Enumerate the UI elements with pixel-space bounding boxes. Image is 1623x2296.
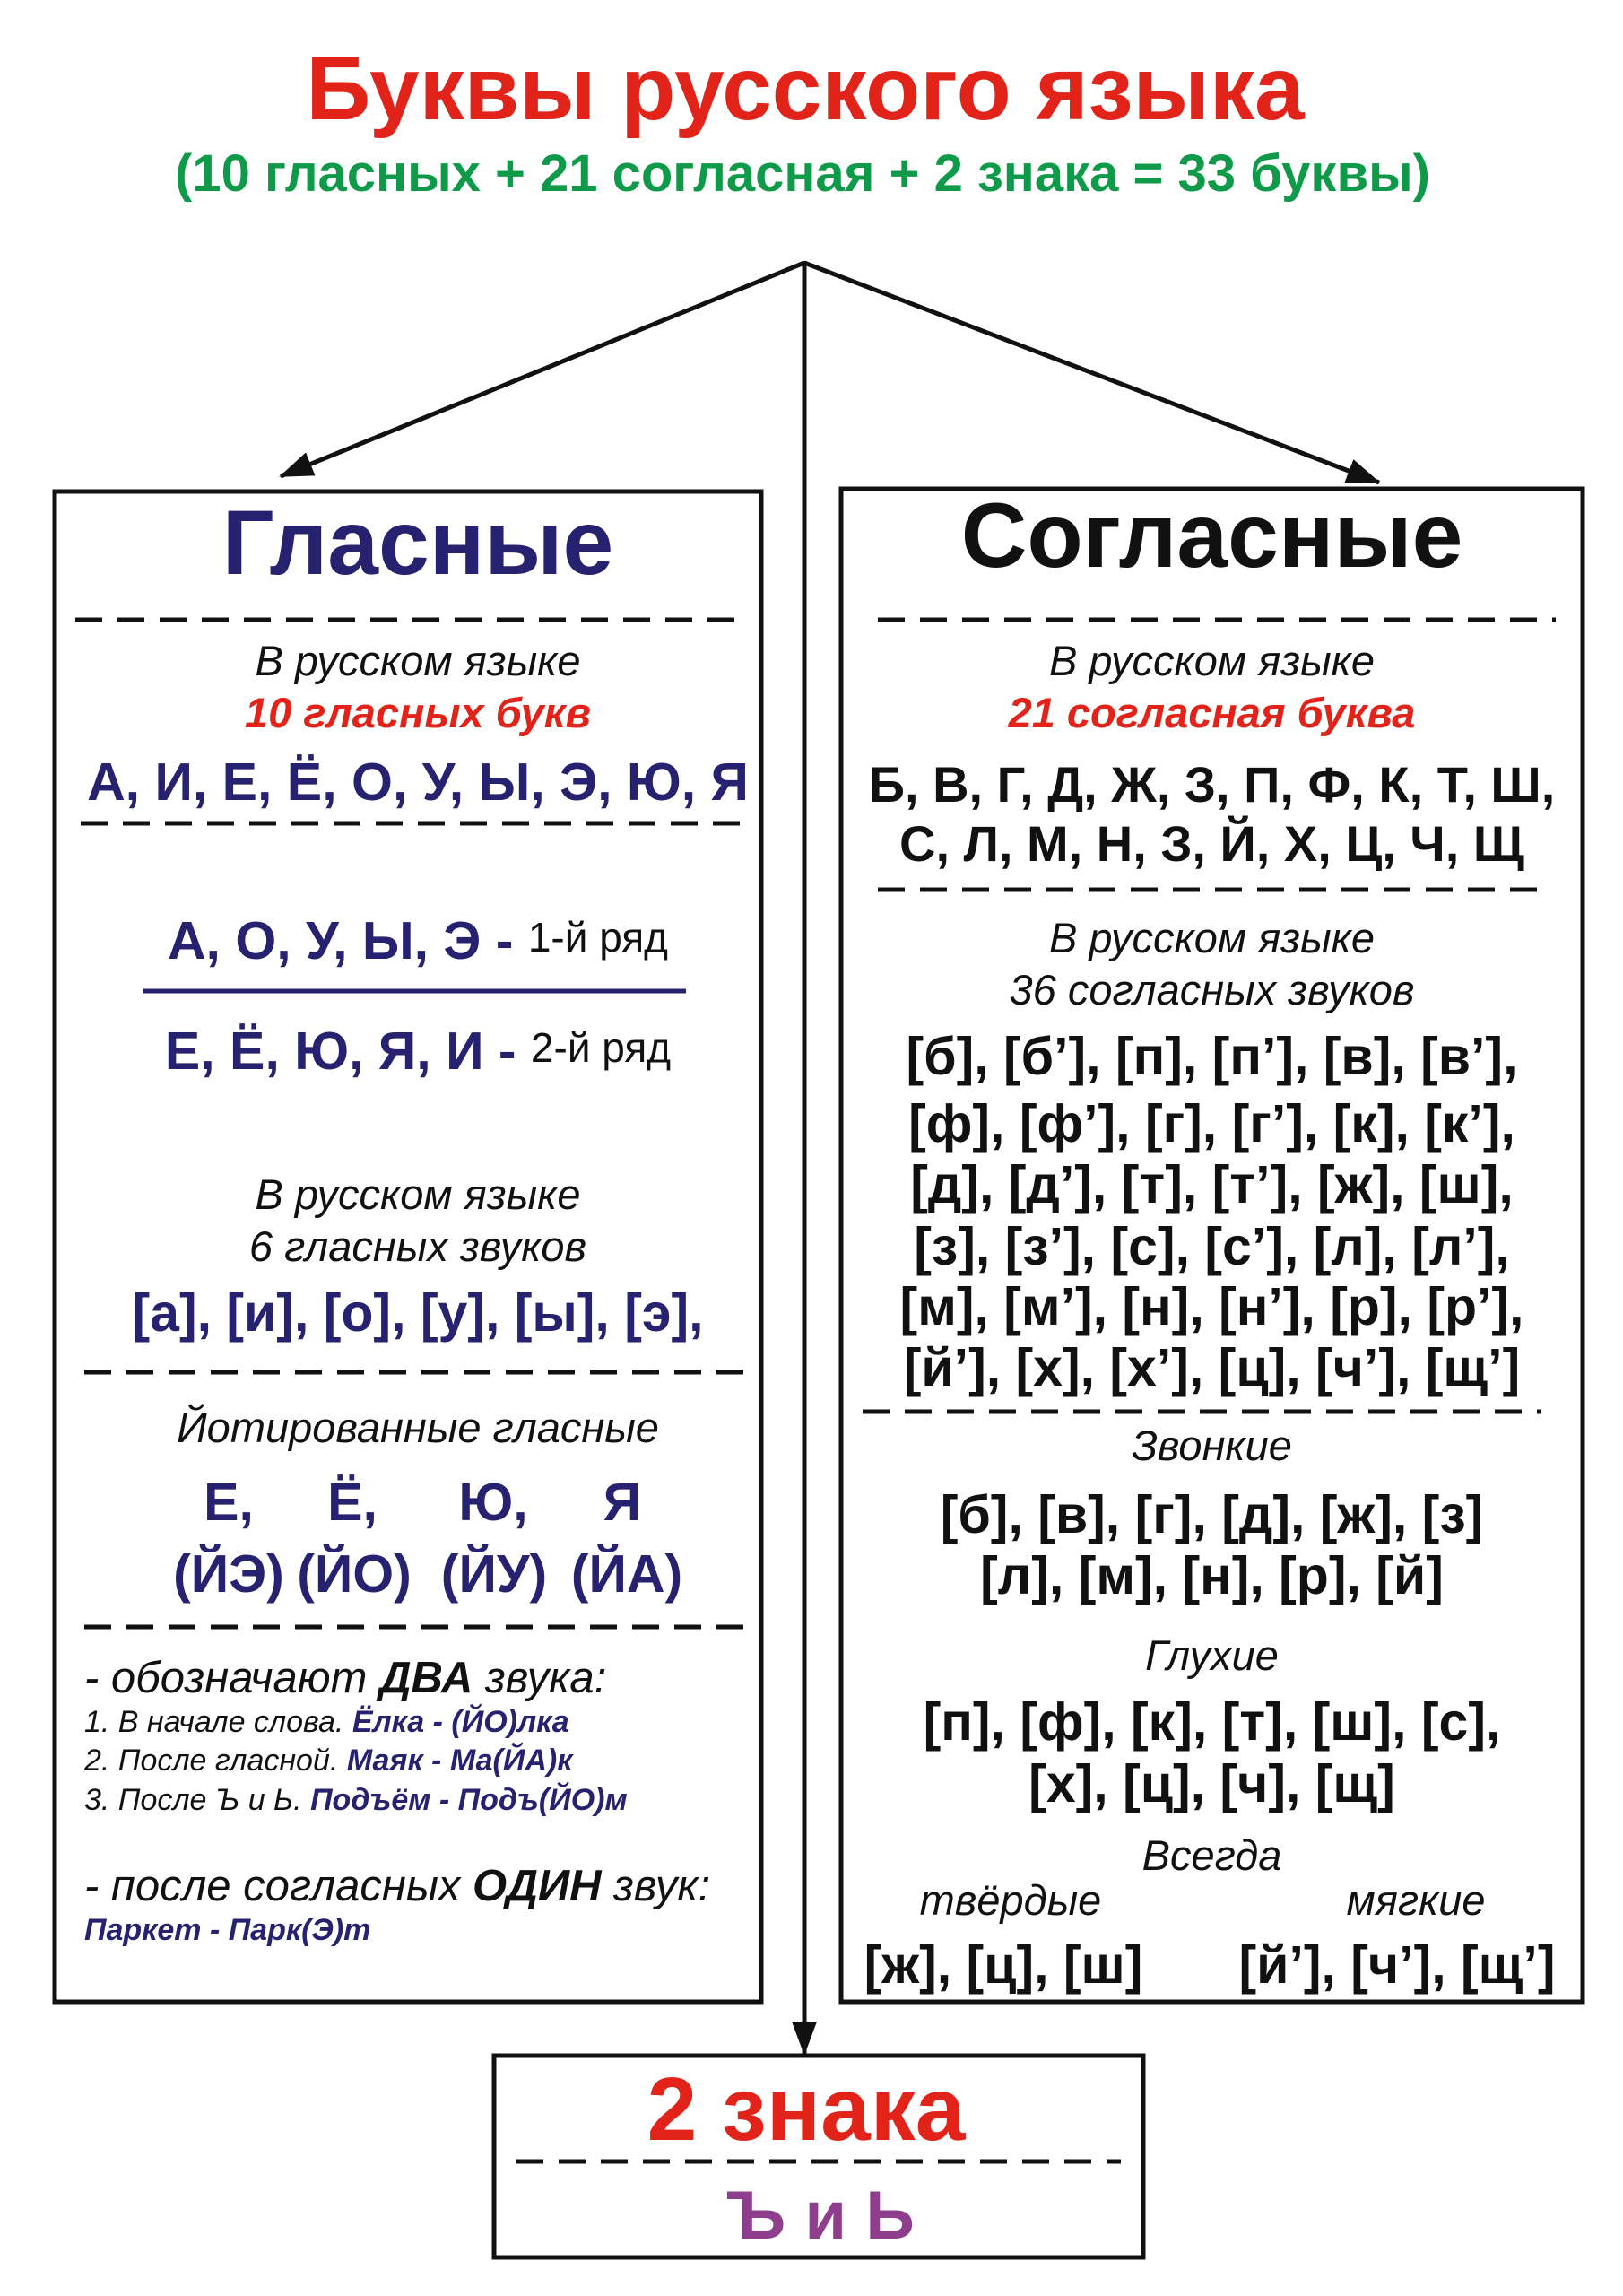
consonants-letters-intro: В русском языке (1049, 637, 1375, 684)
one-sound-emphasis: ОДИН (473, 1862, 602, 1910)
arrow-to-vowels (281, 263, 804, 476)
consonant-sounds-row: [ф], [ф’], [г], [г’], [к], [к’], (908, 1094, 1515, 1153)
vowels-sounds-intro: В русском языке (255, 1170, 581, 1218)
case-text: 2. После гласной. (84, 1744, 339, 1778)
voiced-heading: Звонкие (1132, 1422, 1292, 1469)
voiceless-row: [п], [ф], [к], [т], [ш], [с], (923, 1692, 1501, 1752)
page-subtitle: (10 гласных + 21 согласная + 2 знака = 33 буквы) (175, 144, 1430, 203)
soft-label: мягкие (1346, 1876, 1486, 1924)
two-sounds-rule (84, 1651, 606, 1705)
consonants-heading: Согласные (960, 484, 1463, 587)
iotated-heading: Йотированные гласные (177, 1404, 659, 1451)
consonants-sounds-count: 36 согласных звуков (1009, 966, 1415, 1013)
vowels-heading: Гласные (221, 491, 614, 594)
soft-sounds: [й’], [ч’], [щ’] (1238, 1935, 1556, 1995)
vowel-row-1-label: 1-й ряд (527, 914, 669, 961)
case-example: Маяк - Ма(ЙА)к (346, 1744, 573, 1778)
one-sound-rule (84, 1859, 710, 1913)
always-heading: Всегда (1141, 1831, 1282, 1879)
vowel-row-2 (59, 1016, 777, 1083)
case-text: 1. В начале слова. (84, 1705, 344, 1739)
signs-letters: Ъ и Ь (726, 2178, 915, 2254)
two-sounds-prefix: - обозначают (84, 1654, 368, 1702)
one-sound-suffix: звук: (613, 1862, 711, 1910)
iotated-letter-yo: Ё, (327, 1473, 378, 1532)
case-text: 3. После Ъ и Ь. (84, 1783, 302, 1817)
one-sound-prefix: - после согласных (84, 1862, 461, 1910)
vowels-sounds-count: 6 гласных звуков (248, 1222, 587, 1270)
case-example: Подъём - Подъ(ЙО)м (310, 1783, 628, 1817)
iotated-letter-yu: Ю, (458, 1473, 528, 1532)
consonant-sounds-row: [м], [м’], [н], [н’], [р], [р’], (899, 1277, 1524, 1336)
voiced-row: [л], [м], [н], [р], [й] (980, 1546, 1444, 1605)
iotated-sound-yo: (ЙО) (297, 1544, 412, 1604)
vowels-letters-intro: В русском языке (255, 637, 581, 684)
vowel-row-1 (59, 906, 777, 973)
voiceless-row: [х], [ц], [ч], [щ] (1028, 1754, 1395, 1813)
hard-label: твёрдые (919, 1876, 1102, 1924)
consonants-sounds-intro: В русском языке (1049, 914, 1375, 961)
case-example: Ёлка - (ЙО)лка (352, 1705, 569, 1739)
consonant-sounds-row: [й’], [х], [х’], [ц], [ч’], [щ’] (903, 1338, 1521, 1397)
iotated-sound-yu: (ЙУ) (440, 1544, 548, 1604)
consonant-letters-line-2: С, Л, М, Н, З, Й, Х, Ц, Ч, Щ (899, 815, 1524, 872)
vowel-row-2-label: 2-й ряд (530, 1024, 672, 1071)
consonant-sounds-row: [б], [б’], [п], [п’], [в], [в’], (906, 1027, 1518, 1086)
consonant-sounds-row: [з], [з’], [с], [с’], [л], [л’], (914, 1217, 1510, 1276)
iotated-letter-ya: Я (603, 1473, 642, 1532)
arrow-to-consonants (804, 263, 1379, 483)
case-item (84, 1743, 572, 1779)
vowels-letters-count: 10 гласных букв (245, 689, 591, 736)
iotated-sound-ya: (ЙА) (570, 1544, 683, 1604)
voiced-row: [б], [в], [г], [д], [ж], [з] (940, 1485, 1484, 1544)
signs-heading: 2 знака (647, 2059, 966, 2160)
vowel-letters-list: А, И, Е, Ё, О, У, Ы, Э, Ю, Я (87, 752, 749, 812)
two-sounds-suffix: звука: (484, 1654, 607, 1702)
vowel-sounds-list: [а], [и], [о], [у], [ы], [э], (132, 1283, 704, 1343)
voiceless-heading: Глухие (1145, 1631, 1279, 1679)
vowel-row-2-letters: Е, Ё, Ю, Я, И - (164, 1022, 516, 1081)
case-item (84, 1704, 569, 1741)
hard-sounds: [ж], [ц], [ш] (864, 1935, 1143, 1995)
consonant-sounds-row: [д], [д’], [т], [т’], [ж], [ш], (910, 1155, 1514, 1214)
iotated-letter-ye: Е, (204, 1473, 254, 1532)
two-sounds-emphasis: ДВА (379, 1654, 473, 1702)
vowel-row-1-letters: А, О, У, Ы, Э - (167, 911, 514, 970)
case-item (84, 1782, 628, 1819)
page-title: Буквы русского языка (306, 39, 1305, 139)
consonant-letters-line-1: Б, В, Г, Д, Ж, З, П, Ф, К, Т, Ш, (868, 756, 1556, 813)
one-sound-example: Паркет - Парк(Э)т (84, 1913, 371, 1947)
consonants-letters-count: 21 согласная буква (1008, 689, 1416, 736)
iotated-sound-ye: (ЙЭ) (173, 1544, 284, 1604)
